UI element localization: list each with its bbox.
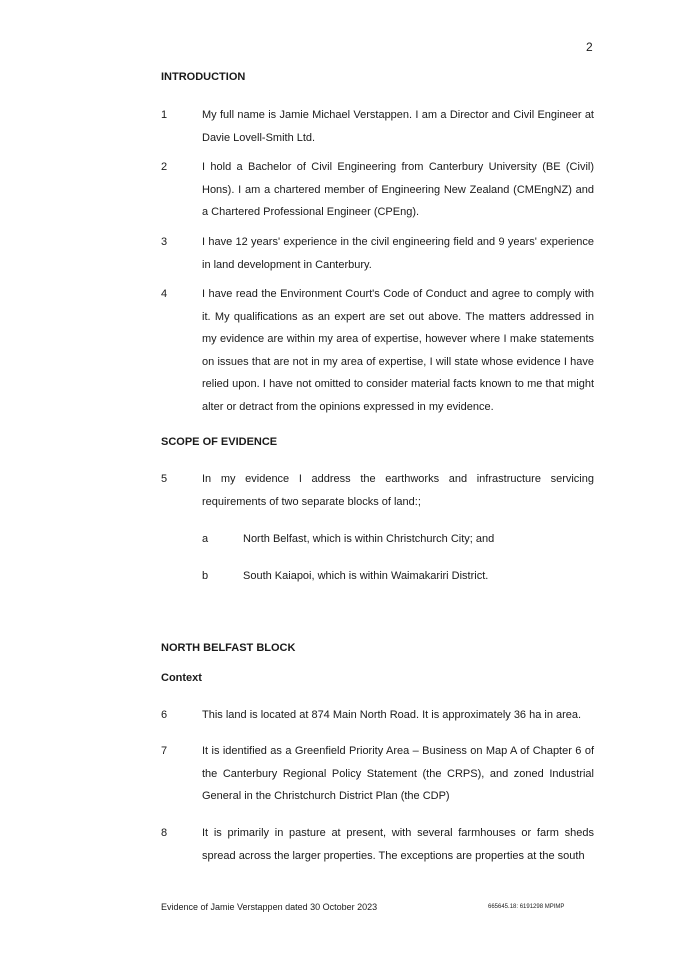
paragraph-number: 6 [161,709,168,721]
footer-document-title: Evidence of Jamie Verstappen dated 30 October 2023 [161,902,378,912]
paragraph-3 [161,231,594,276]
paragraph-number: 2 [161,161,168,173]
paragraph-2 [161,156,594,224]
paragraph-text: I hold a Bachelor of Civil Engineering from Canterbury University (BE (Civil) Hons). I am a chartered member of Engineering New Zealand (CMEngNZ) and a Chartered Professional Engineer (CPEng). [202,161,594,218]
paragraph-text: My full name is Jamie Michael Verstappen. I am a Director and Civil Engineer at Davie Lovell-Smith Ltd. [202,109,594,144]
paragraph-number: 7 [161,745,168,757]
subheading-context: Context [161,672,202,684]
paragraph-5 [161,468,594,513]
paragraph-6 [161,704,594,727]
paragraph-text: This land is located at 874 Main North Road. It is approximately 36 ha in area. [202,709,582,721]
sub-item-b [202,568,594,584]
paragraph-8 [161,822,594,867]
paragraph-text: It is identified as a Greenfield Priority Area – Business on Map A of Chapter 6 of the Canterbury Regional Policy Statement (the CRPS), and zoned Industrial General in the Christchurch District Plan (the CDP) [202,745,594,802]
page-number: 2 [586,40,593,54]
footer-reference: 665645.18: 6191298 MPIMP [488,904,565,910]
sub-item-text: South Kaiapoi, which is within Waimakariri District. [243,570,489,582]
paragraph-text: It is primarily in pasture at present, with several farmhouses or farm sheds spread across the larger properties. The exceptions are properties at the south [202,827,594,862]
sub-item-letter: b [202,570,209,582]
paragraph-7 [161,740,594,808]
paragraph-text: I have read the Environment Court's Code of Conduct and agree to comply with it. My qualifications as an expert are set out above. The matters addressed in my evidence are within my area of expertise, however where I make statements on issues that are not in my area of expertise, I will state whose evidence I have relied upon. I have not omitted to consider material facts known to me that might alter or detract from the opinions expressed in my evidence. [202,288,594,413]
paragraph-number: 1 [161,109,168,121]
paragraph-1 [161,104,594,149]
paragraph-number: 4 [161,288,168,300]
paragraph-text: In my evidence I address the earthworks and infrastructure servicing requirements of two separate blocks of land:; [202,473,594,508]
paragraph-text: I have 12 years' experience in the civil engineering field and 9 years' experience in land development in Canterbury. [202,236,594,271]
heading-introduction: INTRODUCTION [161,71,246,83]
sub-item-a [202,531,594,547]
sub-item-letter: a [202,533,209,545]
heading-north-belfast-block: NORTH BELFAST BLOCK [161,642,296,654]
paragraph-number: 8 [161,827,168,839]
sub-item-text: North Belfast, which is within Christchurch City; and [243,533,495,545]
paragraph-number: 5 [161,473,168,485]
paragraph-4 [161,283,594,418]
paragraph-number: 3 [161,236,168,248]
heading-scope-of-evidence: SCOPE OF EVIDENCE [161,436,278,448]
